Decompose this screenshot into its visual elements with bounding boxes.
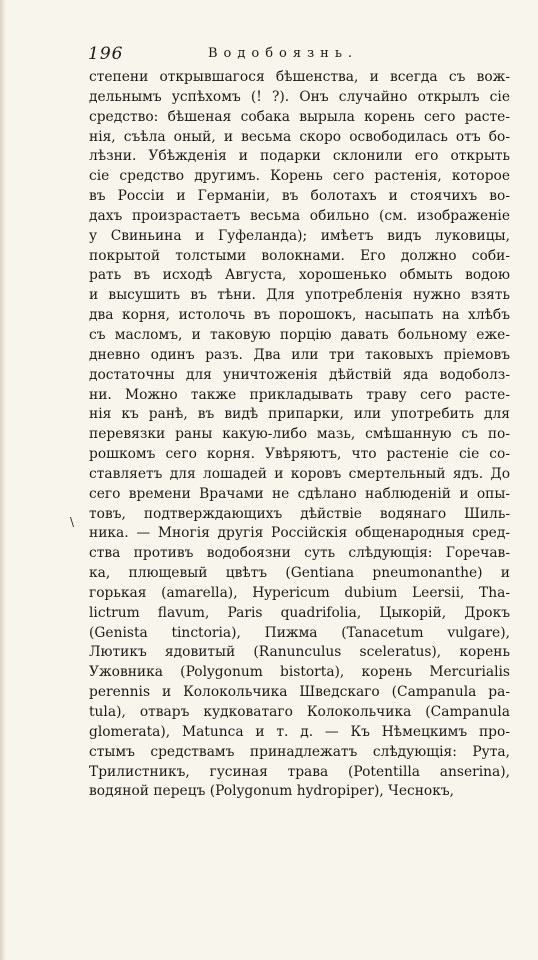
text-line: ника. — Многія другія Россійскія общенародныя сред-: [89, 525, 510, 542]
text-line: стымъ средствамъ принадлежатъ слѣдующія: Рута,: [89, 743, 510, 760]
text-line: два корня, истолочь въ порошокъ, насыпать на хлѣбъ: [89, 307, 510, 324]
text-line: ставляетъ для лошадей и коровъ смертельный ядъ. До: [89, 465, 510, 482]
text-line: tula), отваръ кудковатаго Колокольчика (Campanula: [89, 704, 510, 720]
text-line: товъ, подтверждающихъ дѣйствіе водянаго Шиль-: [89, 505, 510, 522]
text-line: дахъ произрастаетъ весьма обильно (см. изображеніе: [89, 207, 510, 224]
text-line: нія къ ранѣ, въ видѣ припарки, или употребить для: [89, 406, 510, 423]
text-line: ни. Можно также прикладывать траву сего расте-: [89, 386, 510, 403]
text-line: средство: бѣшеная собака вырыла корень сего расте-: [89, 108, 510, 125]
text-line: и высушить въ тѣни. Для употребленія нужно взять: [89, 287, 510, 304]
text-line: степени открывшагося бѣшенства, и всегда съ вож-: [89, 69, 510, 85]
text-line: горькая (amarella), Hypericum dubium Leersii, Tha-: [89, 584, 510, 601]
text-line: покрытой толстыми волокнами. Его должно соби-: [89, 247, 510, 264]
text-line: Лютикъ ядовитый (Ranunculus sceleratus), корень: [89, 644, 510, 661]
text-line: лѣзни. Убѣжденія и подарки склонили его открыть: [89, 148, 510, 165]
page-header: [88, 44, 488, 66]
running-head: Водобоязнь.: [208, 46, 359, 61]
text-line: въ Россіи и Германіи, въ болотахъ и стоячихъ во-: [89, 188, 510, 205]
text-line: perennis и Колокольчика Шведскаго (Campanula pa-: [89, 684, 510, 701]
text-line: lictrum flavum, Paris quadrifolia, Цыкорій, Дрокъ: [89, 604, 510, 621]
text-line: перевязки раны какую-либо мазь, смѣшанную съ по-: [89, 426, 510, 443]
text-line: рошкомъ сего корня. Увѣряютъ, что растеніе сіе со-: [89, 446, 510, 463]
text-line: дневно одинъ разъ. Два или три таковыхъ пріемовъ: [89, 346, 510, 363]
text-line: ка, плющевый цвѣтъ (Gentiana pneumonanthe) и: [89, 565, 510, 582]
text-line: достаточны для уничтоженія дѣйствій яда водоболз-: [89, 366, 510, 383]
text-line: ства противъ водобоязни суть слѣдующія: Горечав-: [89, 545, 510, 562]
scan-edge-shadow: [0, 0, 6, 960]
text-line: сего времени Врачами не сдѣлано наблюденій и опы-: [89, 485, 510, 502]
text-line: дельнымъ успѣхомъ (! ?). Онъ случайно открылъ сіе: [89, 88, 510, 105]
text-line: рать въ исходѣ Августа, хорошенько обмыть водою: [89, 267, 510, 284]
text-line: съ масломъ, и таковую порцію давать больному еже-: [89, 326, 510, 343]
text-line: (Genista tinctoria), Пижма (Tanacetum vulgare),: [89, 624, 510, 641]
text-line: Ужовника (Polygonum bistorta), корень Mercurialis: [89, 664, 510, 681]
body-text: [89, 68, 510, 802]
text-line: у Свиньина и Гуфеланда); имѣетъ видъ луковицы,: [89, 227, 510, 244]
text-line: Трилистникъ, гусиная трава (Potentilla anserina),: [89, 763, 510, 780]
page-number: 196: [88, 44, 124, 64]
text-line: сіе средство другимъ. Корень сего растенія, которое: [89, 168, 510, 185]
margin-mark: \: [70, 515, 75, 529]
text-line: glomerata), Matunca и т. д. — Къ Нѣмецкимъ про-: [89, 723, 510, 740]
text-line: водяной перецъ (Polygonum hydropiper), Чеснокъ,: [89, 783, 454, 800]
text-line: нія, съѣла оный, и весьма скоро освободилась отъ бо-: [89, 128, 510, 145]
